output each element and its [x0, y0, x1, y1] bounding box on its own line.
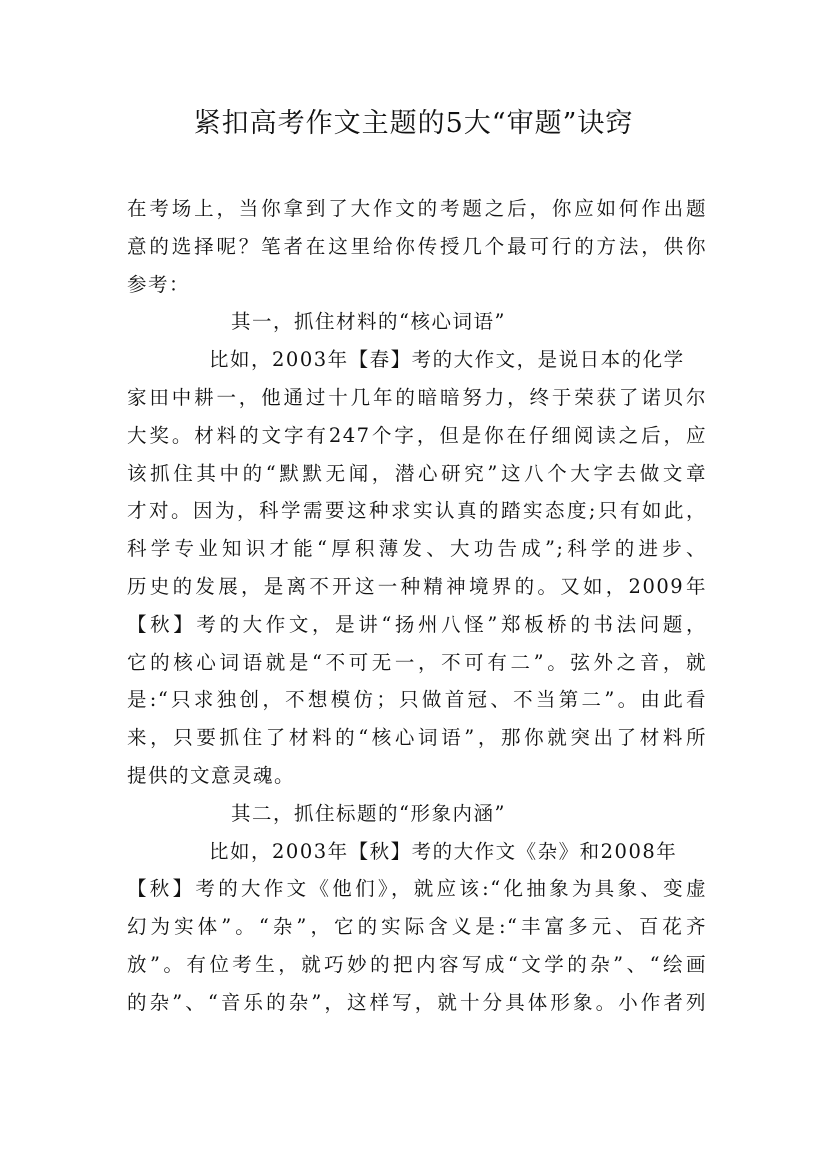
document-body: [127, 190, 707, 1022]
text-line: 幻为实体”。“杂”，它的实际含义是:“丰富多元、百花齐: [127, 915, 707, 939]
document-title: 紧扣高考作文主题的5大“审题”诀窍: [193, 108, 634, 139]
text-line: 大奖。材料的文字有247个字，但是你在仔细阅读之后，应: [127, 423, 707, 447]
text-line: 历史的发展，是离不开这一种精神境界的。又如，2009年: [127, 574, 707, 598]
text-line: 来，只要抓住了材料的“核心词语”，那你就突出了材料所: [127, 726, 707, 750]
text-line: 才对。因为，科学需要这种求实认真的踏实态度;只有如此，: [127, 499, 707, 523]
text-line: 它的核心词语就是“不可无一，不可有二”。弦外之音，就: [127, 650, 707, 674]
text-line: 的杂”、“音乐的杂”，这样写，就十分具体形象。小作者列: [127, 990, 707, 1014]
text-line: 【秋】考的大作文，是讲“扬州八怪”郑板桥的书法问题，: [127, 612, 707, 636]
section-heading: 其二，抓住标题的“形象内涵”: [231, 801, 506, 825]
text-line: 意的选择呢？笔者在这里给你传授几个最可行的方法，供你: [127, 234, 707, 258]
text-line: 家田中耕一，他通过十几年的暗暗努力，终于荣获了诺贝尔: [127, 385, 707, 409]
text-line: 提供的文意灵魂。: [127, 763, 296, 787]
text-line: 放”。有位考生，就巧妙的把内容写成“文学的杂”、“绘画: [127, 952, 707, 976]
text-line: 在考场上，当你拿到了大作文的考题之后，你应如何作出题: [127, 197, 707, 220]
text-line: 科学专业知识才能“厚积薄发、大功告成”;科学的进步、: [127, 537, 707, 561]
text-line: 【秋】考的大作文《他们》，就应该:“化抽象为具象、变虚: [127, 877, 707, 901]
text-line: 参考：: [127, 272, 191, 296]
text-line: 是:“只求独创，不想模仿；只做首冠、不当第二”。由此看: [127, 688, 707, 712]
text-line: 该抓住其中的“默默无闻，潜心研究”这八个大字去做文章: [127, 461, 707, 485]
text-line: 比如，2003年【秋】考的大作文《杂》和2008年: [209, 839, 678, 863]
text-line: 比如，2003年【春】考的大作文，是说日本的化学: [209, 348, 685, 372]
section-heading: 其一，抓住材料的“核心词语”: [231, 310, 506, 334]
